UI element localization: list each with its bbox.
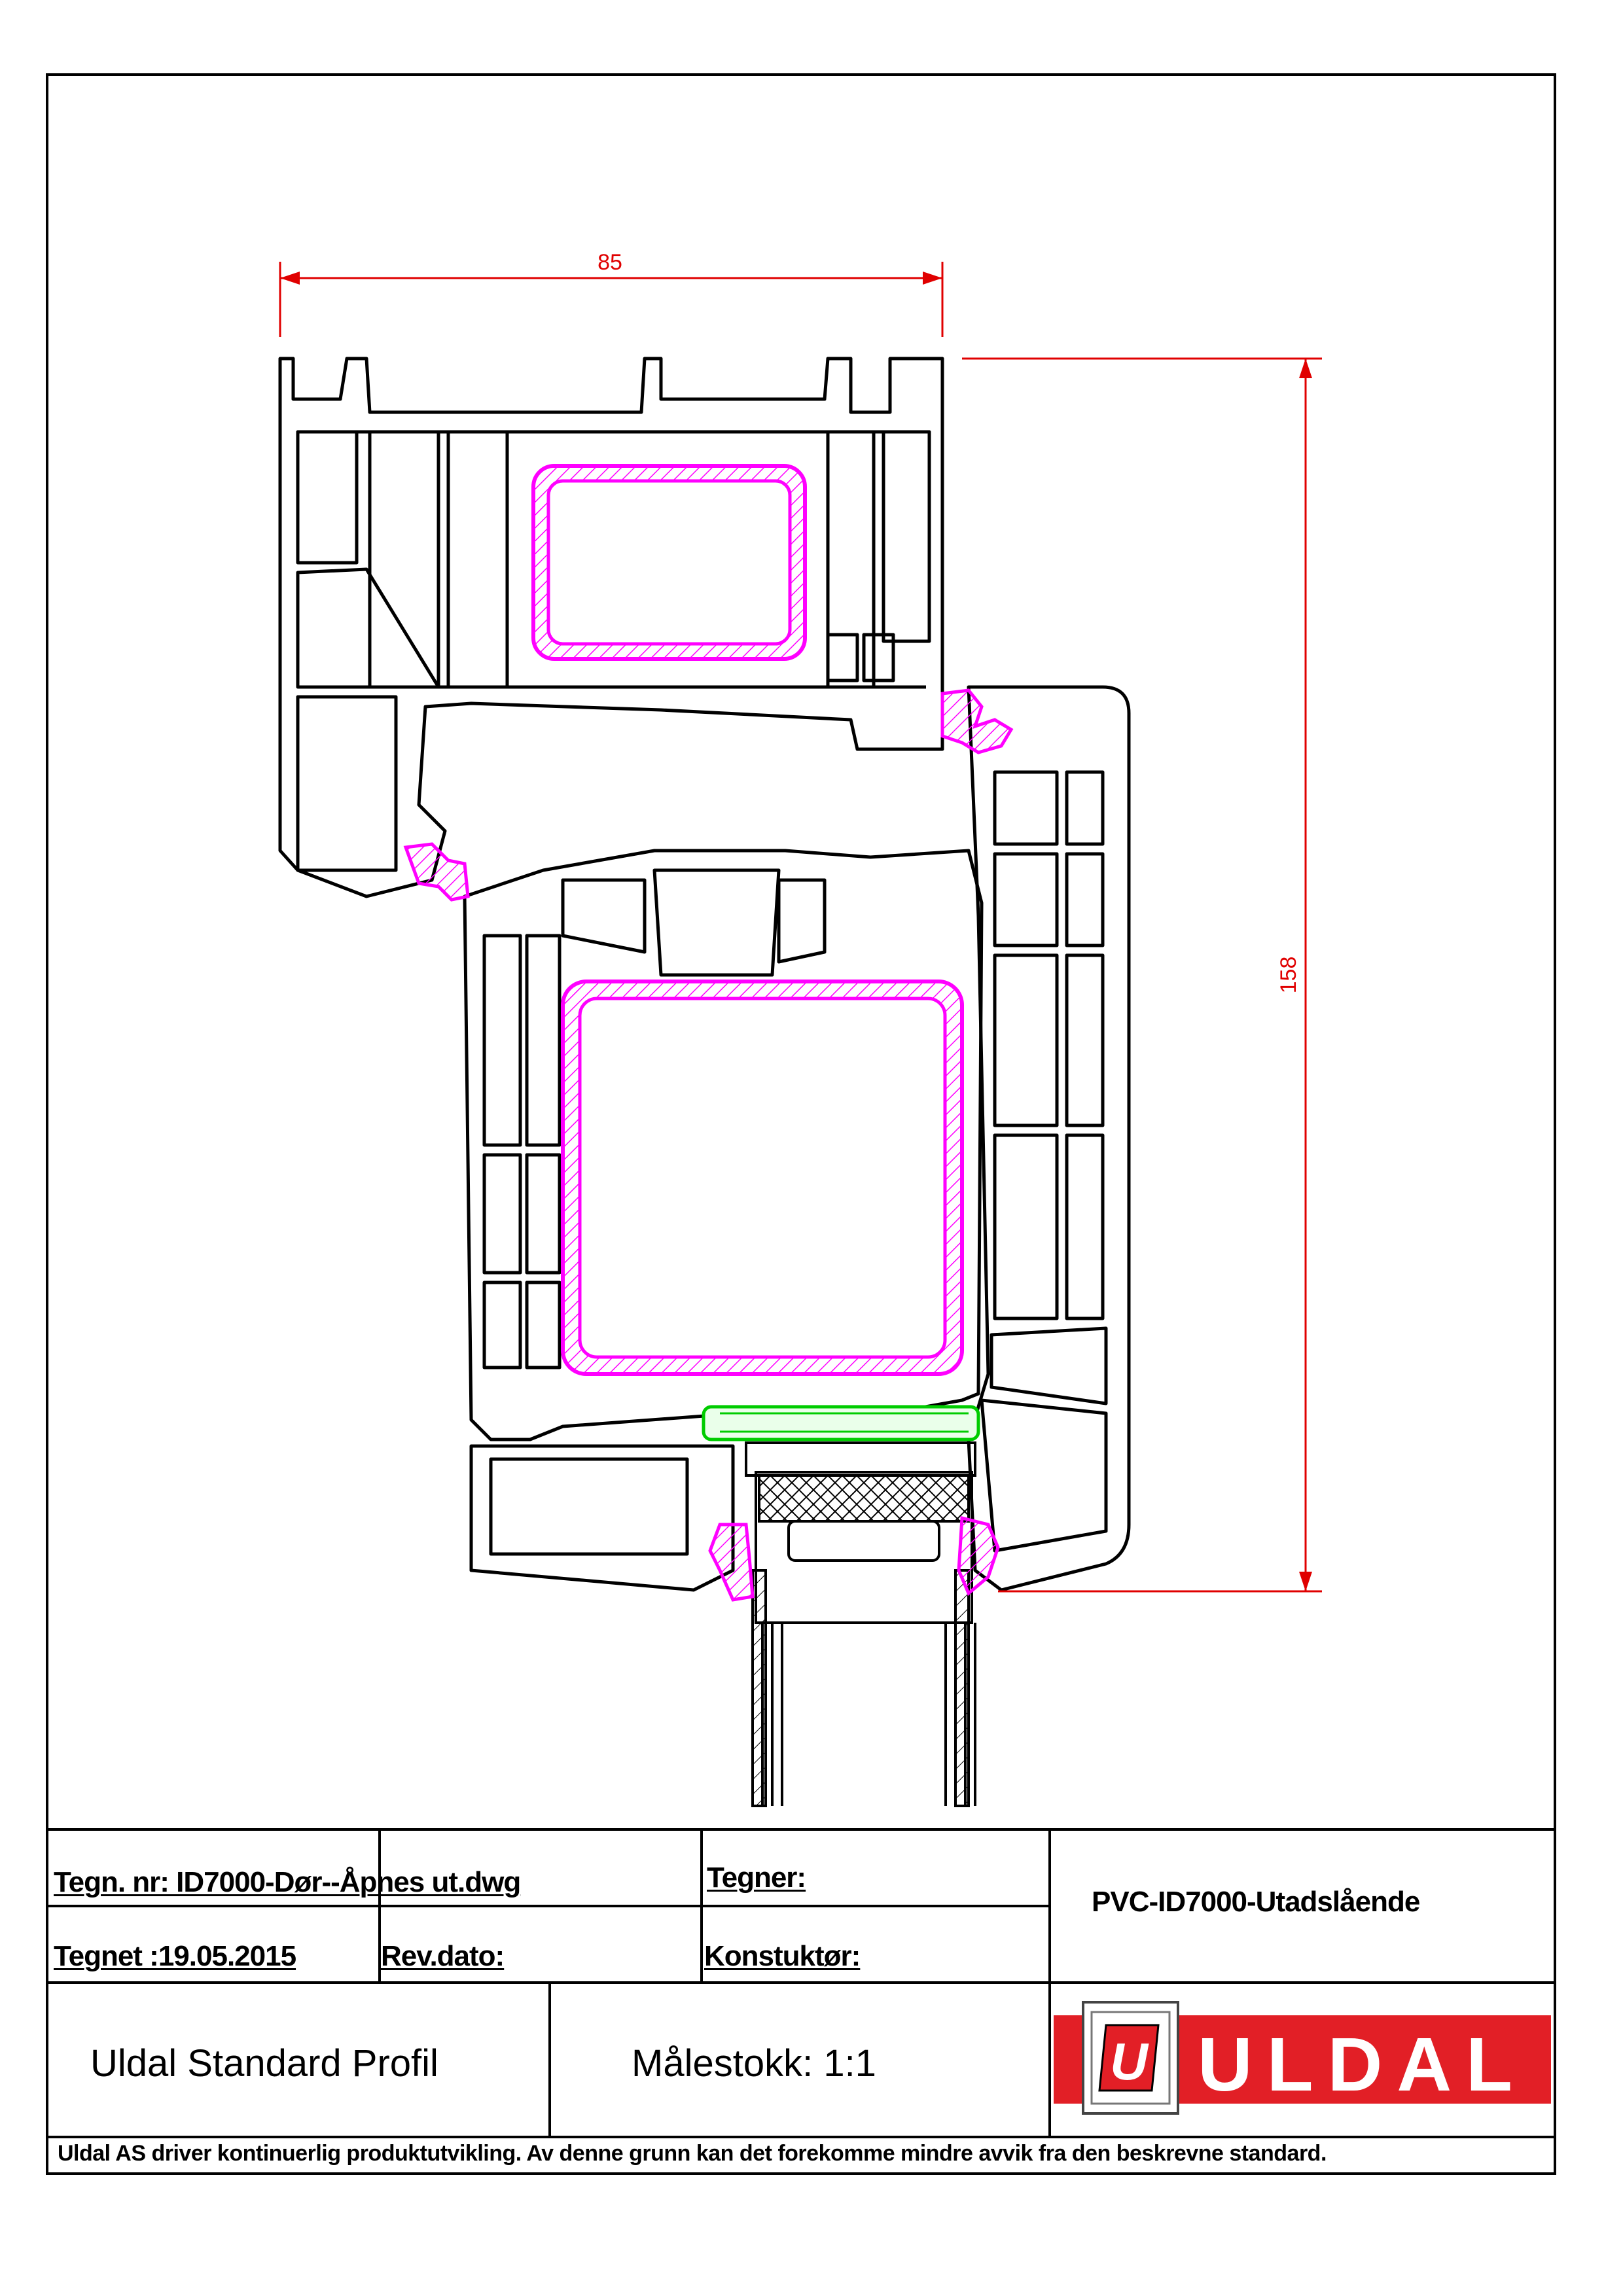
svg-text:U: U (1110, 2032, 1148, 2091)
dimension-height-label: 158 (1276, 956, 1301, 994)
frame-steel-reinforcement (533, 466, 805, 659)
disclaimer: Uldal AS driver kontinuerlig produktutvikling. Av denne grunn kan det forekomme mindre avvik fra den beskrevne standard. (58, 2141, 1327, 2166)
logo-u-emblem (1083, 2002, 1178, 2113)
product-name: PVC-ID7000-Utadslående (1092, 1886, 1420, 1918)
constructor-label: Konstuktør: (704, 1940, 861, 1972)
drawing-number: Tegn. nr: ID7000-Dør--Åpnes ut.dwg (54, 1866, 521, 1898)
glazing-bead (704, 1407, 978, 1439)
door-panel (746, 1443, 975, 1806)
drawn-date: Tegnet :19.05.2015 (54, 1940, 296, 1972)
scale-label: Målestokk: 1:1 (632, 2042, 876, 2085)
dimension-width-label: 85 (597, 250, 622, 275)
rev-date: Rev.dato: (381, 1940, 505, 1972)
drawer-label: Tegner: (707, 1862, 806, 1894)
brand-wordmark: ULDAL (1198, 2022, 1527, 2107)
dimension-height (962, 359, 1322, 1591)
profile-name: Uldal Standard Profil (90, 2042, 438, 2085)
sash-profile (969, 687, 1129, 1590)
leaf-steel-reinforcement (563, 981, 962, 1374)
